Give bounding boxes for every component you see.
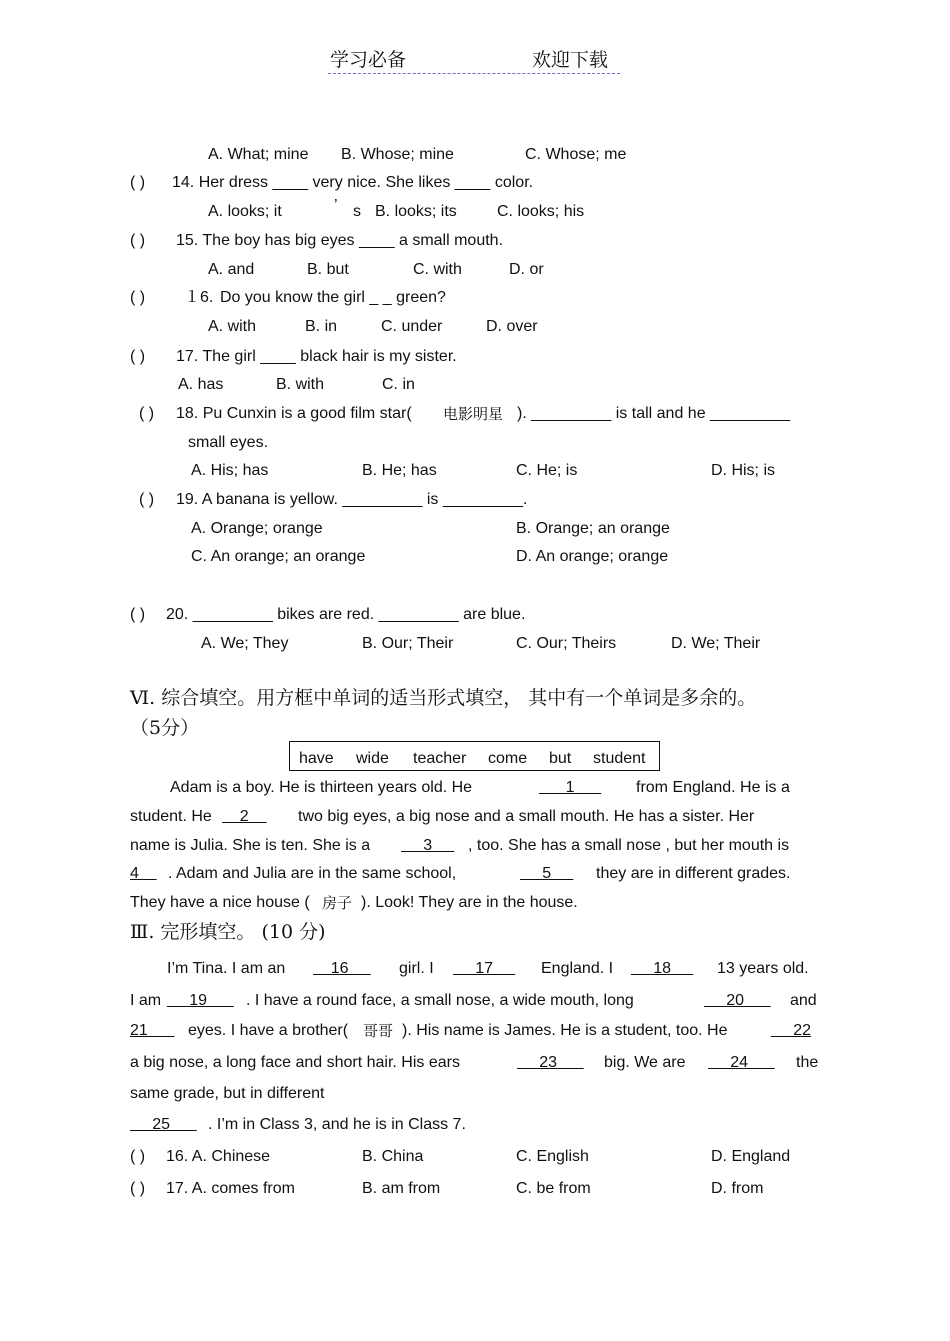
q15-text: 15. The boy has big eyes ____ a small mouth. [176, 232, 504, 249]
blank-19: 19 [167, 992, 234, 1009]
word-box-item: have [299, 750, 334, 767]
q19-paren: ( ) [139, 491, 155, 508]
passage2-chinese-gloss: 哥哥 [363, 1022, 394, 1040]
passage1-line2-a: student. He [130, 808, 212, 825]
passage1-line1-a: Adam is a boy. He is thirteen years old. He [170, 779, 473, 796]
cloze-q16-option-d: D. England [711, 1148, 791, 1165]
passage2-line4-b: big. We are [604, 1054, 686, 1071]
cloze-q17-option-d: D. from [711, 1180, 764, 1197]
q14-text: 14. Her dress ____ very nice. She likes ____ color. [172, 174, 534, 191]
passage1-line2-b: two big eyes, a big nose and a small mouth. He has a sister. Her [298, 808, 755, 825]
q16-text: Do you know the girl _ _ green? [220, 289, 446, 306]
cloze-q16-option-c: C. English [516, 1148, 589, 1165]
blank-4: 4 [130, 865, 157, 882]
q18-text-2: ). _________ is tall and he _________ [517, 405, 791, 422]
q15-paren: ( ) [130, 232, 146, 249]
q13-option-c: C. Whose; me [525, 146, 627, 163]
q15-option-c: C. with [413, 261, 462, 278]
q20-option-b: B. Our; Their [362, 635, 454, 652]
passage2-line2-a: I am [130, 992, 162, 1009]
cloze-q17-option-c: C. be from [516, 1180, 591, 1197]
section-iii-title: Ⅲ. 完形填空。 (10 分) [130, 921, 326, 943]
q18-chinese-gloss: 电影明星 [443, 405, 504, 423]
blank-18: 18 [631, 960, 694, 977]
cloze-q16-option-b: B. China [362, 1148, 424, 1165]
passage2-line2-b: . I have a round face, a small nose, a wide mouth, long [246, 992, 634, 1009]
header-dashed-rule [328, 73, 620, 74]
q14-option-a: A. looks; it [208, 203, 282, 220]
q20-option-a: A. We; They [201, 635, 289, 652]
q20-option-d: D. We; Their [671, 635, 761, 652]
blank-21: 21 [130, 1022, 175, 1039]
passage1-chinese-gloss: 房子 [322, 894, 353, 912]
word-box-item: wide [356, 750, 389, 767]
q14-apostrophe: ’ [334, 197, 338, 214]
passage2-line1-d: 13 years old. [717, 960, 809, 977]
passage1-line5-a: They have a nice house ( [130, 894, 310, 911]
q14-option-c: C. looks; his [497, 203, 585, 220]
passage2-line5: same grade, but in different [130, 1085, 325, 1102]
q19-option-d: D. An orange; orange [516, 548, 669, 565]
word-box [289, 741, 660, 771]
q17-paren: ( ) [130, 348, 146, 365]
q15-option-a: A. and [208, 261, 255, 278]
q14-option-b: B. looks; its [375, 203, 457, 220]
q18-option-b: B. He; has [362, 462, 437, 479]
q16-number: １6. [184, 289, 214, 306]
section-vi-score: （5分） [130, 717, 200, 739]
header-left-text: 学习必备 [330, 49, 407, 71]
passage2-line1-a: I’m Tina. I am an [167, 960, 286, 977]
blank-25: 25 [130, 1116, 197, 1133]
passage2-line4-c: the [796, 1054, 819, 1071]
passage1-line4-a: . Adam and Julia are in the same school, [168, 865, 457, 882]
q17-text: 17. The girl ____ black hair is my sister. [176, 348, 457, 365]
q19-option-c: C. An orange; an orange [191, 548, 366, 565]
cloze-q17-text: 17. A. comes from [166, 1180, 295, 1197]
cloze-q17-option-b: B. am from [362, 1180, 441, 1197]
q14-paren: ( ) [130, 174, 146, 191]
passage2-line1-b: girl. I [399, 960, 434, 977]
q16-paren: ( ) [130, 289, 146, 306]
passage1-line3-b: , too. She has a small nose , but her mouth is [468, 837, 790, 854]
q18-line-2: small eyes. [188, 434, 269, 451]
word-box-item: but [549, 750, 572, 767]
word-box-item: come [488, 750, 528, 767]
blank-5: 5 [520, 865, 574, 882]
q14-s: s [353, 203, 361, 220]
q16-option-d: D. over [486, 318, 538, 335]
q13-option-a: A. What; mine [208, 146, 309, 163]
q18-paren: ( ) [139, 405, 155, 422]
q18-option-d: D. His; is [711, 462, 775, 479]
passage1-line1-b: from England. He is a [636, 779, 790, 796]
q16-option-a: A. with [208, 318, 257, 335]
passage2-line1-c: England. I [541, 960, 614, 977]
passage1-line5-b: ). Look! They are in the house. [361, 894, 578, 911]
q19-text: 19. A banana is yellow. _________ is _________. [176, 491, 528, 508]
cloze-q16-paren: ( ) [130, 1148, 146, 1165]
q13-option-b: B. Whose; mine [341, 146, 454, 163]
blank-16: 16 [313, 960, 371, 977]
passage2-line2-c: and [790, 992, 817, 1009]
blank-22: 22 [771, 1022, 812, 1039]
passage2-line6: . I’m in Class 3, and he is in Class 7. [208, 1116, 466, 1133]
blank-23: 23 [517, 1054, 584, 1071]
blank-1: 1 [539, 779, 602, 796]
q17-option-a: A. has [178, 376, 224, 393]
passage2-line4-a: a big nose, a long face and short hair. His ears [130, 1054, 460, 1071]
cloze-q16-text: 16. A. Chinese [166, 1148, 271, 1165]
section-vi-title: Ⅵ. 综合填空。用方框中单词的适当形式填空， 其中有一个单词是多余的。 [130, 687, 757, 709]
q20-paren: ( ) [130, 606, 146, 623]
passage2-line3-a: eyes. I have a brother( [188, 1022, 349, 1039]
blank-17: 17 [453, 960, 516, 977]
q18-text-1: 18. Pu Cunxin is a good film star( [176, 405, 412, 422]
q15-option-b: B. but [307, 261, 349, 278]
q20-option-c: C. Our; Theirs [516, 635, 617, 652]
q18-option-a: A. His; has [191, 462, 269, 479]
cloze-q17-paren: ( ) [130, 1180, 146, 1197]
blank-3: 3 [401, 837, 455, 854]
q17-option-b: B. with [276, 376, 325, 393]
passage2-line3-b: ). His name is James. He is a student, too. He [402, 1022, 728, 1039]
q20-text: 20. _________ bikes are red. _________ are blue. [166, 606, 526, 623]
blank-2: 2 [222, 808, 267, 825]
passage1-line4-b: they are in different grades. [596, 865, 791, 882]
blank-24: 24 [708, 1054, 775, 1071]
word-box-item: student [593, 750, 646, 767]
blank-20: 20 [704, 992, 771, 1009]
q19-option-b: B. Orange; an orange [516, 520, 670, 537]
q17-option-c: C. in [382, 376, 415, 393]
q16-option-c: C. under [381, 318, 443, 335]
q15-option-d: D. or [509, 261, 544, 278]
q19-option-a: A. Orange; orange [191, 520, 323, 537]
header-right-text: 欢迎下载 [532, 49, 609, 71]
word-box-item: teacher [413, 750, 467, 767]
passage1-line3-a: name is Julia. She is ten. She is a [130, 837, 371, 854]
q16-option-b: B. in [305, 318, 338, 335]
q18-option-c: C. He; is [516, 462, 578, 479]
